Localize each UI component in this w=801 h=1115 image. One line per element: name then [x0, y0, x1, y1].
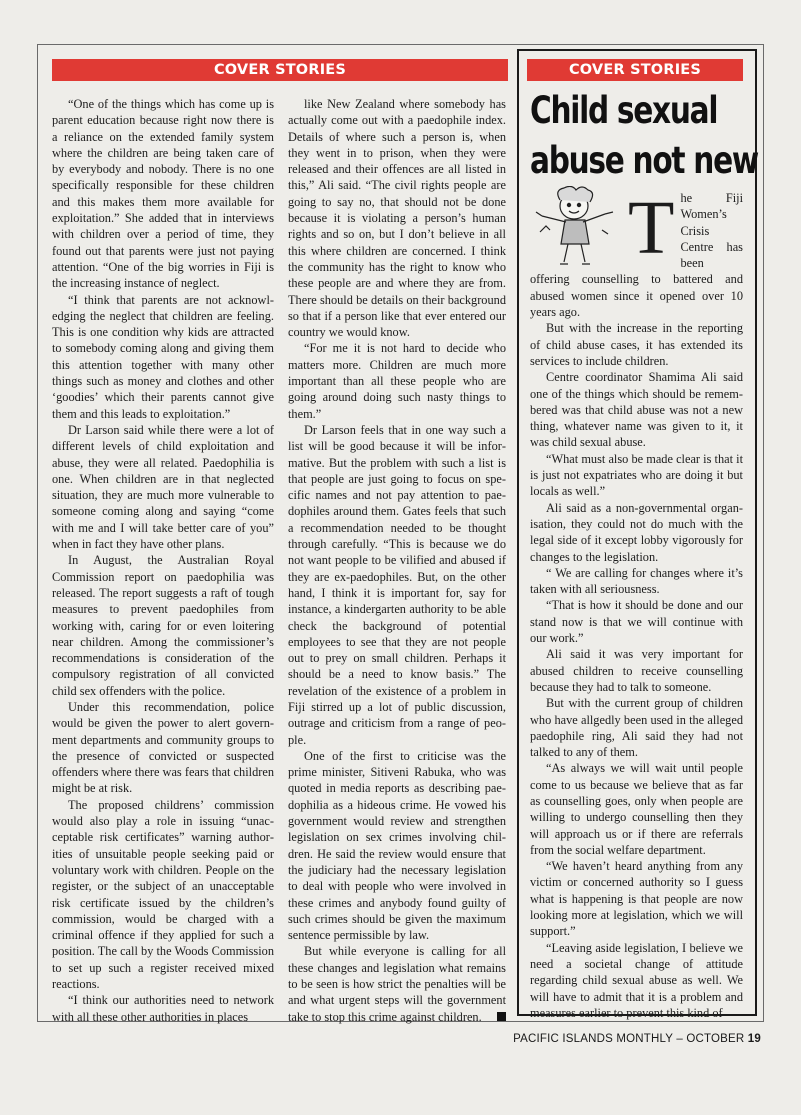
- headline: [530, 86, 758, 186]
- paragraph: like New Zealand where somebody has actually come out with a paedophile index. Details of where such a person is, when they went in to prison, when they were released and their offences are all listed in this,” Ali said. “The civil rights people are going to say no, that should not be done because it is violating a person’s human rights and so on, but I don’t believe in all this where children are concerned. I think the community has the right to know who these people are and where they are from. There should be details on their background so that if a person like that ever entered our country we would know.: [288, 97, 506, 340]
- paragraph: But with the increase in the reporting of child abuse cases, it has extended its services to include children.: [530, 321, 743, 368]
- paragraph: But with the current group of children who have allgedly been used in the alleged paedophile ring, Ali said they had not talked to any of them.: [530, 696, 743, 760]
- paragraph: “We haven’t heard anything from any victim or concerned authority so I guess what is happening is that people are now looking more at legislation, which we will support.”: [530, 859, 743, 939]
- paragraph: In August, the Australian Royal Commission report on paedophilia was released. The report suggests a raft of tough measures to prevent paedophiles from working with, caring for or even loitering near children. Among the commissioner’s recommendations is consideration of the compulsory registration of all convicted child sex offenders with the police.: [52, 553, 274, 698]
- page-number: 19: [747, 1033, 761, 1045]
- headline-line: Child sexual: [530, 89, 718, 132]
- paragraph: Under this recommendation, police would be given the power to alert government departments and community groups to the presence of convicted or suspected offenders where there was fears that children might be at risk.: [52, 699, 274, 796]
- paragraph: “As always we will wait until people come to us because we believe that as far as counselling goes, only when people are willing to undergo counselling then they will approach us or if there are referrals from the social welfare department.: [530, 761, 743, 857]
- paragraph: “That is how it should be done and our stand now is that we will continue with our work.”: [530, 598, 743, 646]
- page-footer: [513, 1033, 761, 1045]
- paragraph: One of the first to criticise was the prime minister, Sitiveni Rabuka, who was quoted in media reports as describing paedophilia as a hideous crime. He vowed his government would review and strengthen legislation on sex crimes involving children. He said the review would ensure that the judiciary had the necessary legislation to deal with people who were involved in these crimes and anybody found guilty of such crimes should be given the maximum sentence permissible by law.: [288, 748, 506, 943]
- footer-text: PACIFIC ISLANDS MONTHLY – OCTOBER: [513, 1033, 745, 1045]
- paragraph: The proposed childrens’ commission would also play a role in issuing “unacceptable risk certificates” warning authorities of unsuitable people seeking paid or voluntary work with children. People on the register, or the subject of an unacceptable risk certificate issued by the children’s commission, would be charged with a criminal offence if they applied for such a position. The call by the Woods Commission to set up such a register received mixed reactions.: [52, 797, 274, 992]
- paragraph: “ We are calling for changes where it’s taken with all seriousness.: [530, 565, 743, 597]
- sidebar-article: [530, 186, 743, 1021]
- intro-paragraph: he Fiji Women’s Crisis Centre has been offering counselling to battered and abused women since it opened over 10 years ago.: [530, 191, 743, 320]
- section-banner-right: COVER STORIES: [527, 59, 743, 81]
- paragraph: “I think that parents are not acknowledging the neglect that children are feeling. This is one condition why kids are attracted to somebody coming along and giving them this attention together with many other things such as money and clothes and other ‘goodies’ which their parents cannot give them and this leads to exploitation.”: [52, 292, 274, 421]
- paragraph: “Leaving aside legislation, I believe we need a societal change of attitude regarding child sexual abuse as well. We will have to admit that it is a problem and measures earlier to prevent this kind of: [530, 940, 743, 1020]
- drop-cap: T: [628, 186, 675, 270]
- doll-illustration-icon: [530, 186, 628, 268]
- paragraph: Ali said as a non-governmental organisation, they could not do much with the legal side of it except lobby vigorously for changes to the legislation.: [530, 500, 743, 564]
- headline-line: abuse not new: [530, 139, 758, 182]
- paragraph: Dr Larson feels that in one way such a list will be good because it will be informative. But the problem with such a list is that people are just going to focus on specific names and not pay attention to paedophiles around them. Gates feels that such a recommendation needed to be thought through carefully. “This is because we do not want people to be vilified and abused if they are ex-paedophiles. But, on the other hand, I think it is important for, say for instance, a kindergarten authority to be able check the background of potential employees to see that they are not people out to prey on small children. Perhaps it should be a need to know basis.” The revelation of the existence of a problem in Fiji stirred up a lot of public discussion, outrage and criticism from a range of people.: [288, 422, 506, 747]
- article-column-1: [52, 96, 274, 1025]
- paragraph-text: But while everyone is calling for all these changes and legislation what remains to be seen is how strict the penalties will be and what urgent steps will the government take to stop this crime against children.: [288, 944, 506, 1024]
- paragraph: [288, 943, 506, 1024]
- paragraph: “What must also be made clear is that it is just not expatriates who are doing it but locals as well.”: [530, 451, 743, 499]
- section-banner-left: COVER STORIES: [52, 59, 508, 81]
- article-column-2: [288, 96, 506, 1025]
- paragraph: Ali said it was very important for abused children to receive counselling because they had to talk to someone.: [530, 647, 743, 694]
- paragraph: Centre coordinator Shamima Ali said one of the things which should be remembered was that child abuse was not a new thing, whatever name was given to it, it was child sexual abuse.: [530, 370, 743, 450]
- paragraph: “One of the things which has come up is parent education because right now there is a reliance on the extended family system where the children are being taken care of by everybody and nobody. There is no one specifically responsible for these children and this makes them more available for exploitation.” She added that in interviews with children over a period of time, they found out that parents were just not paying attention. “One of the big worries in Fiji is the increasing instance of neglect.: [52, 97, 274, 291]
- paragraph: “I think our authorities need to network with all these other authorities in places: [52, 993, 274, 1024]
- end-mark-icon: [497, 1012, 506, 1021]
- paragraph: “For me it is not hard to decide who matters more. Children are much more important than all these people who are going around doing such nasty things to them.”: [288, 341, 506, 421]
- paragraph: Dr Larson said while there were a lot of different levels of child exploitation and abuse, they were all related. Paedophilia is one. When children are in that neglected situation, they are much more vulnerable to someone coming along and saying “come with me and I will take better care of you” when in fact they have other plans.: [52, 422, 274, 552]
